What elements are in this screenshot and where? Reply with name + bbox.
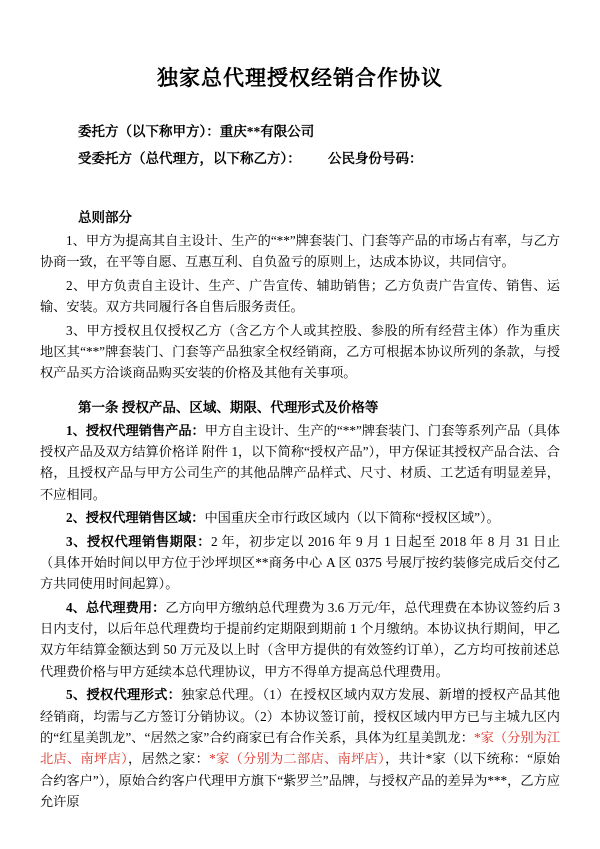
- clause-2-title: 授权代理销售区域：: [85, 510, 205, 526]
- clause-3-number: 3、: [66, 533, 87, 549]
- clause-1-number: 1、: [66, 422, 86, 438]
- clause-5-highlight-2: *家（分别为二部店、南坪店）: [209, 751, 386, 767]
- clause-5-mid-1: ，居然之家：: [128, 751, 210, 767]
- clause-4-number: 4、: [66, 599, 86, 615]
- article-1-heading: 第一条 授权产品、区域、期限、代理形式及价格等: [78, 399, 379, 415]
- clause-1: [40, 420, 560, 506]
- general-item-3: 3、甲方授权且仅授权乙方（含乙方个人或其控股、参股的所有经营主体）作为重庆地区其“**”牌套装门、门套等产品独家全权经销商，乙方可根据本协议所列的条款，与授权产品买方洽谈商品购买安装的价格及其他有关事项。: [40, 322, 560, 381]
- clause-5-title: 授权代理形式：: [86, 687, 182, 703]
- clause-5-text: 独家总代理。（1）在授权区域内双方发展、新增的授权产品其他经销商，均需与乙方签订分销协议。（2）本协议签订前，授权区域内甲方已与主城九区内的“红星美凯龙”、“居然之家”合约商家已有合作关系，具体为红星美凯龙：: [40, 687, 561, 745]
- clause-3-text: 2 年，初步定以 2016 年 9 月 1 日起至 2018 年 8 月 31 日止（具体开始时间以甲方位于沙坪坝区**商务中心 A 区 0375 号展厅按约装修完成后交付乙方共同使用时间起算）。: [40, 533, 561, 592]
- party-row-entrusting: [78, 118, 560, 145]
- clause-5-highlight-1: *家（分别为江北店、南坪店）: [40, 729, 561, 767]
- clause-4-title: 总代理费用：: [85, 599, 166, 615]
- clause-3: [40, 531, 560, 595]
- clause-5-number: 5、: [66, 687, 87, 703]
- page-title: 独家总代理授权经销合作协议: [157, 66, 443, 90]
- clause-4-text: 乙方向甲方缴纳总代理费为 3.6 万元/年，总代理费在本协议签约后 3 日内支付，以后年总代理费均于提前约定期限到期前 1 个月缴纳。本协议执行期间，甲乙双方年结算金额达到 50 万元及以上时（含甲方提供的有效签约订单），乙方均可按前述总代理费价格与甲方延续本总代理协议，甲方不得单方提高总代理费用。: [40, 599, 560, 679]
- parties-block: [78, 118, 560, 172]
- party-label-entrusted: 受委托方（总代理方，以下称乙方）：: [78, 151, 301, 166]
- clause-4: [40, 597, 560, 683]
- general-item-2: 2、甲方负责自主设计、生产、广告宣传、辅助销售；乙方负责广告宣传、销售、运输、安装。双方共同履行各自售后服务责任。: [40, 277, 560, 315]
- general-item-1: 1、甲方为提高其自主设计、生产的“**”牌套装门、门套等产品的市场占有率，与乙方协商一致，在平等自愿、互惠互利、自负盈亏的原则上，达成本协议，共同信守。: [40, 233, 560, 270]
- party-value-entrusted: 公民身份号码：: [328, 151, 423, 166]
- party-row-entrusted: [78, 145, 560, 172]
- clause-2-number: 2、: [66, 510, 86, 526]
- general-section-heading: 总则部分: [78, 210, 132, 225]
- clause-3-title: 授权代理销售期限：: [86, 533, 211, 549]
- clause-2-text: 中国重庆全市行政区域内（以下简称“授权区域”）。: [204, 510, 500, 526]
- clause-1-text: 甲方自主设计、生产的“**”牌套装门、门套等系列产品（具体授权产品及双方结算价格详 附件 1，以下简称“授权产品”），甲方保证其授权产品合法、合格，且授权产品与甲方公司生产的其他品牌产品样式、尺寸、材质、工艺适有明显差异，不应相同。: [40, 422, 560, 502]
- party-value-entrusting: 重庆**有限公司: [219, 124, 315, 139]
- clause-1-title: 授权代理销售产品：: [85, 422, 205, 438]
- party-label-entrusting: 委托方（以下称甲方）：: [78, 124, 220, 139]
- clause-5-mid-2: ，共计*家（以下统称：“原始合约客户”），原始合约客户代理甲方旗下“紫罗兰”品牌，与授权产品的差异为***，乙方应允许原: [40, 751, 561, 809]
- clause-2: [40, 507, 560, 528]
- clause-5: [40, 684, 560, 812]
